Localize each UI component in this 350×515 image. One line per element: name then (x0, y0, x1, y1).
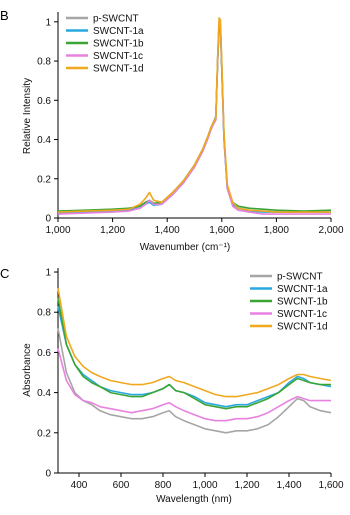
panel-b-x-tick-label: 1,200 (100, 225, 126, 236)
panel-c-label: C (0, 266, 10, 281)
panel-c-legend-label: p-SWCNT (277, 271, 323, 283)
panel-c-y-tick-label: 0.8 (37, 307, 51, 319)
panel-c-y-tick-label: 0 (45, 468, 51, 480)
panel-c-x-tick-label: 1,400 (276, 480, 302, 491)
panel-c-legend-label: SWCNT-1c (277, 309, 327, 320)
panel-b-y-tick-label: 1 (45, 17, 51, 29)
panel-c-x-tick-label: 1,000 (192, 480, 218, 491)
panel-b-y-tick-label: 0.2 (37, 174, 51, 186)
panel-b-x-tick-label: 2,000 (318, 225, 344, 236)
panel-b-x-tick-label: 1,000 (45, 225, 71, 236)
panel-c-y-tick-label: 0.6 (37, 347, 51, 359)
panel-b-y-tick-label: 0 (45, 213, 51, 225)
panel-c-legend-label: SWCNT-1d (277, 321, 328, 333)
panel-c-series-p-swcnt (58, 328, 331, 433)
panel-c-x-axis-label: Wavelength (nm) (156, 494, 232, 505)
panel-b-legend-label: SWCNT-1a (93, 26, 144, 37)
panel-b-y-tick-label: 0.6 (37, 95, 51, 107)
panel-b (0, 8, 344, 253)
panel-b-y-tick-label: 0.4 (37, 135, 51, 147)
panel-c-x-tick-label: 1,600 (318, 480, 344, 491)
panel-c-x-tick-label: 1,200 (234, 480, 260, 491)
panel-c-legend-label: SWCNT-1b (277, 296, 328, 308)
panel-b-y-tick-label: 0.8 (37, 56, 51, 68)
panel-b-legend-label: p-SWCNT (93, 13, 139, 25)
panel-c-y-tick-label: 1 (45, 267, 51, 279)
panel-b-y-axis-label: Relative Intensity (22, 77, 33, 155)
panel-c-x-tick-label: 800 (154, 480, 172, 491)
panel-c-y-tick-label: 0.4 (37, 388, 51, 400)
panel-c-x-tick-label: 600 (112, 480, 130, 491)
panel-b-legend-label: SWCNT-1c (93, 51, 143, 62)
panel-b-legend-label: SWCNT-1d (93, 63, 144, 75)
panel-b-x-axis-label: Wavenumber (cm⁻¹) (139, 242, 231, 253)
panel-c-y-tick-label: 0.2 (37, 428, 51, 440)
panel-b-x-tick-label: 1,600 (209, 225, 235, 236)
panel-c-x-tick-label: 400 (70, 480, 88, 491)
panel-b-x-tick-label: 1,800 (263, 225, 289, 236)
panel-c-legend-label: SWCNT-1a (277, 284, 328, 295)
panel-b-legend-label: SWCNT-1b (93, 38, 144, 50)
panel-c (0, 266, 344, 505)
panel-b-label: B (0, 8, 9, 23)
panel-b-x-tick-label: 1,400 (154, 225, 180, 236)
panel-c-y-axis-label: Absorbance (22, 343, 33, 397)
